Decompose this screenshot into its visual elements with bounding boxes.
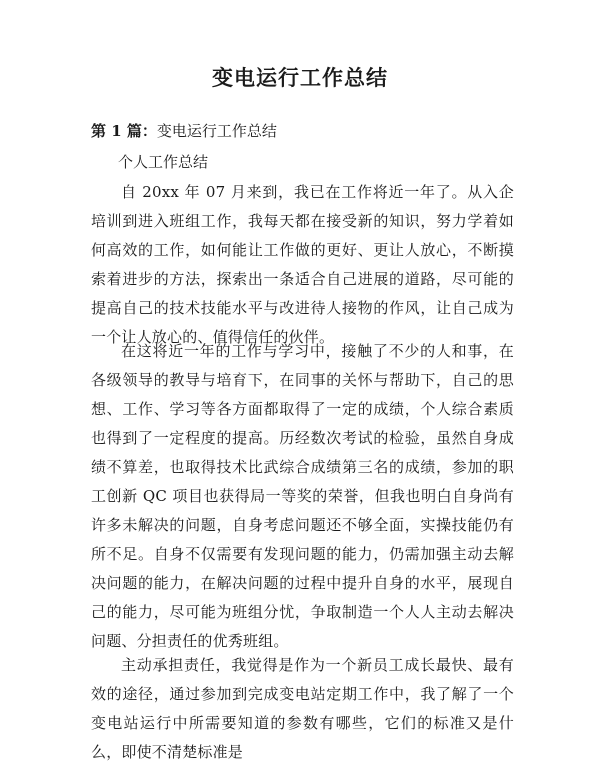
- section-title: 变电运行工作总结: [156, 122, 277, 140]
- paragraph-3: 主动承担责任，我觉得是作为一个新员工成长最快、最有效的途径，通过参加到完成变电站定期工作中，我了解了一个变电站运行中所需要知道的参数有哪些，它们的标准又是什么，即使不清楚标准是: [91, 656, 514, 761]
- paragraph-2: 在这将近一年的工作与学习中，接触了不少的人和事，在各级领导的教导与培育下，在同事的关怀与帮助下，自己的思想、工作、学习等各方面都取得了一定的成绩，个人综合素质也得到了一定程度的提高。历经数次考试的检验，虽然自身成绩不算差，也取得技术比武综合成绩第三名的成绩，参加的职工创新 QC 项目也获得局一等奖的荣誉，但我也明白自身尚有许多未解决的问题，自身考虑问题还不够全面，实操技能仍有所不足。自身不仅需要有发现问题的能力，仍需加强主动去解决问题的能力，在解决问题的过程中提升自身的水平，展现自己的能力，尽可能为班组分忧，争取制造一个人人主动去解决问题、分担责任的优秀班组。: [91, 342, 514, 650]
- document-title: 变电运行工作总结: [212, 65, 388, 90]
- section-heading: [91, 120, 277, 141]
- subheading: 个人工作总结: [118, 153, 209, 171]
- section-number: 第 1 篇：: [91, 122, 157, 140]
- paragraph-1: 自 20xx 年 07 月来到，我已在工作将近一年了。从入企培训到进入班组工作，我每天都在接受新的知识，努力学着如何高效的工作，如何能让工作做的更好、更让人放心，不断摸索着进步的方法，探索出一条适合自己进展的道路，尽可能的提高自己的技术技能水平与改进待人接物的作风，让自己成为一个让人放心的、值得信任的伙伴。: [91, 183, 514, 346]
